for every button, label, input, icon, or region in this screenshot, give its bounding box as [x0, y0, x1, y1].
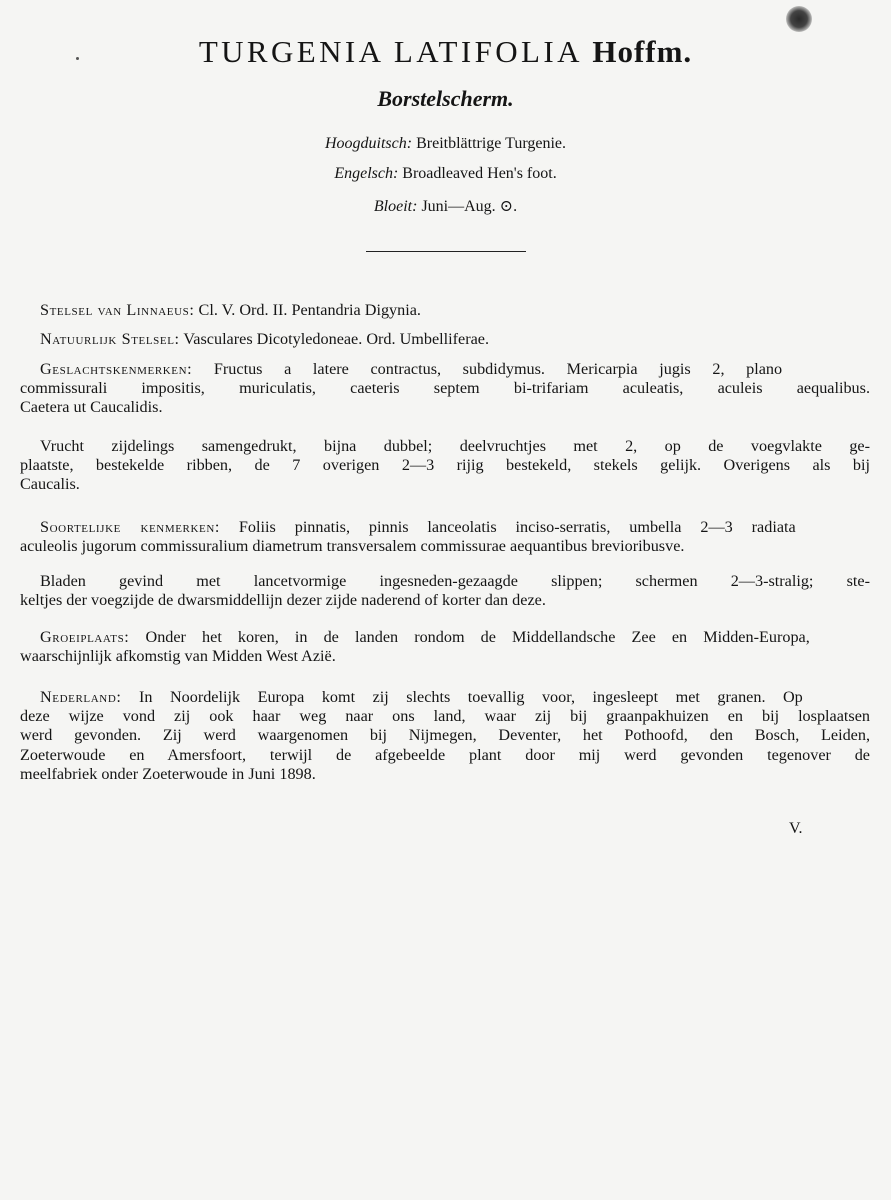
section-text-line: meelfabriek onder Zoeterwoude in Juni 1898.: [20, 764, 316, 783]
section-label: Groeiplaats:: [40, 628, 130, 646]
section-nederland: [20, 688, 870, 784]
section-text-line: Bladen gevind met lancetvormige ingesneden-gezaagde slippen; schermen 2—3-stralig; ste-: [40, 572, 870, 590]
name-english-label: Engelsch:: [334, 165, 399, 182]
section-text-line: werd gevonden. Zij werd waargenomen bij Nijmegen, Deventer, het Pothoofd, den Bosch, Leiden,: [20, 726, 870, 745]
section-label: Nederland:: [40, 688, 122, 706]
section-text-line: Zoeterwoude en Amersfoort, terwijl de afgebeelde plant door mij werd gevonden tegenover de: [20, 745, 870, 764]
section-label: Stelsel van Linnaeus:: [40, 301, 195, 319]
section-geslachtskenmerken: [20, 360, 870, 418]
species-name: TURGENIA LATIFOLIA: [198, 34, 582, 69]
name-german-value: Breitblättrige Turgenie.: [416, 135, 567, 152]
section-geslachtskenmerken-nl: [20, 437, 870, 495]
section-text-line: aculeolis jugorum commissuralium diametrum transversalem commissurae aequantibus brevioribusve.: [20, 537, 685, 556]
section-label: Soortelijke kenmerken:: [40, 518, 220, 536]
name-english: [0, 165, 891, 183]
divider-rule: [366, 251, 526, 252]
section-linnaeus: [20, 301, 870, 320]
section-natuurlijk: [20, 330, 870, 349]
section-text-line: Caucalis.: [20, 475, 80, 494]
name-german: [0, 135, 891, 153]
section-soortelijke-kenmerken: [20, 518, 870, 556]
flowering-period: [0, 196, 891, 216]
flowering-label: Bloeit:: [373, 198, 418, 215]
section-text-line: Vasculares Dicotyledoneae. Ord. Umbelliferae.: [183, 330, 490, 348]
section-text-line: Onder het koren, in de landen rondom de Middellandsche Zee en Midden-Europa,: [145, 628, 810, 646]
section-text-line: Fructus a latere contractus, subdidymus. Mericarpia jugis 2, plano: [213, 360, 783, 378]
section-text-line: plaatste, bestekelde ribben, de 7 overigen 2—3 rijig bestekeld, stekels gelijk. Overigens als bij: [20, 456, 870, 475]
section-text-line: commissurali impositis, muriculatis, caeteris septem bi-trifariam aculeatis, aculeis aequalibus.: [20, 379, 870, 398]
name-english-value: Broadleaved Hen's foot.: [402, 165, 557, 182]
section-groeiplaats: [20, 628, 870, 666]
page-title: [0, 34, 891, 70]
species-author: Hoffm.: [592, 34, 693, 69]
ink-blot: [786, 6, 812, 32]
section-text-line: In Noordelijk Europa komt zij slechts toevallig voor, ingesleept met granen. Op: [138, 688, 803, 706]
dutch-common-name: Borstelscherm.: [377, 86, 514, 111]
section-text-line: Caetera ut Caucalidis.: [20, 398, 163, 417]
name-german-label: Hoogduitsch:: [324, 135, 413, 152]
section-text-line: Foliis pinnatis, pinnis lanceolatis inciso-serratis, umbella 2—3 radiata: [238, 518, 796, 536]
section-text-line: keltjes der voegzijde de dwarsmiddellijn dezer zijde naderend of korter dan deze.: [20, 591, 546, 610]
section-label: Natuurlijk Stelsel:: [40, 330, 180, 348]
section-soortelijke-kenmerken-nl: [20, 572, 870, 610]
author-signature: V.: [789, 820, 803, 837]
section-text-line: Cl. V. Ord. II. Pentandria Digynia.: [198, 301, 421, 319]
section-text-line: deze wijze vond zij ook haar weg naar ons land, waar zij bij graanpakhuizen en bij losplaatsen: [20, 707, 870, 726]
section-label: Geslachtskenmerken:: [40, 360, 193, 378]
section-text-line: Vrucht zijdelings samengedrukt, bijna dubbel; deelvruchtjes met 2, op de voegvlakte ge-: [40, 437, 870, 455]
flowering-value: Juni—Aug. ⊙.: [421, 198, 518, 215]
section-text-line: waarschijnlijk afkomstig van Midden West Azië.: [20, 647, 336, 666]
